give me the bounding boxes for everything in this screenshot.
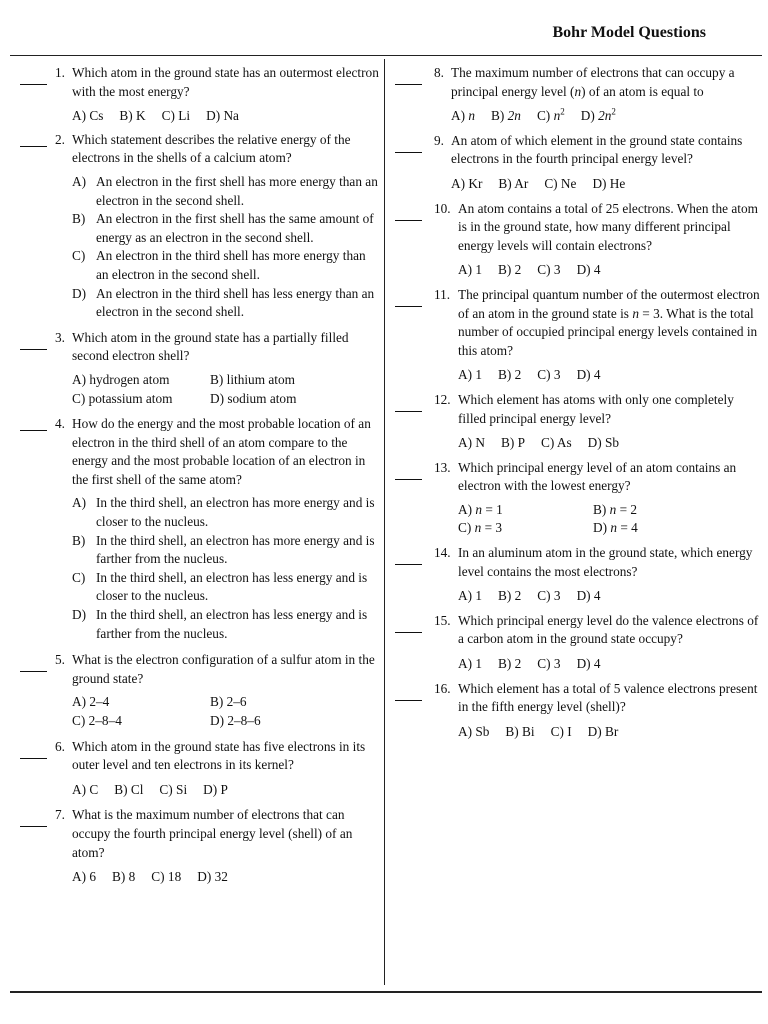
answer-blank[interactable] <box>395 564 422 565</box>
question-stem: What is the electron configuration of a sulfur atom in the ground state? <box>72 652 375 686</box>
column-divider <box>384 59 385 985</box>
option-d: D) Na <box>206 108 239 124</box>
option-c: C) 3 <box>537 262 561 278</box>
question-5 <box>0 651 384 730</box>
option-a: A) 1 <box>458 656 483 672</box>
question-stem: Which principal energy level of an atom contains an electron with the lowest energy? <box>458 459 737 494</box>
question-stem: Which atom in the ground state has an outermost electron with the most energy? <box>72 65 379 99</box>
question-11 <box>389 286 768 385</box>
option-c: C) Li <box>161 108 191 124</box>
question-3 <box>0 329 384 408</box>
option-d: D) In the third shell, an electron has less energy and is farther from the nucleus. <box>72 607 368 641</box>
option-d: D) Br <box>587 723 619 739</box>
answer-blank[interactable] <box>395 152 422 153</box>
option-c: C) I <box>550 723 572 739</box>
question-7 <box>0 806 384 886</box>
answer-options <box>434 261 760 280</box>
question-stem: In an aluminum atom in the ground state, which energy level contains the most electrons? <box>458 545 753 579</box>
question-number: 13. <box>434 459 451 475</box>
option-b: B) 2–6 <box>210 694 247 710</box>
footer-rule <box>10 991 762 993</box>
answer-blank[interactable] <box>395 306 422 307</box>
answer-options <box>55 371 380 408</box>
answer-blank[interactable] <box>395 84 422 85</box>
question-number: 7. <box>55 807 65 823</box>
answer-blank[interactable] <box>20 84 47 85</box>
question-number: 2. <box>55 131 65 147</box>
option-c: C) An electron in the third shell has more energy than an electron in the second shell. <box>72 248 366 282</box>
answer-options <box>55 868 380 887</box>
question-number: 10. <box>434 200 451 216</box>
question-number: 5. <box>55 652 65 668</box>
option-d: D) 4 <box>576 656 601 672</box>
question-16 <box>389 680 768 742</box>
question-9 <box>389 132 768 194</box>
question-stem: How do the energy and the most probable location of an electron in the third shell of an atom compare to the energy and the most probable location of an electron in the first shell of the same atom? <box>72 416 371 487</box>
answer-blank[interactable] <box>20 671 47 672</box>
option-b: B) lithium atom <box>210 371 295 387</box>
option-a: A) 6 <box>72 869 97 885</box>
question-2 <box>0 131 384 322</box>
question-stem: Which statement describes the relative energy of the electrons in the shells of a calcium atom? <box>72 131 351 166</box>
option-a: A) 1 <box>458 262 483 278</box>
answer-blank[interactable] <box>395 632 422 633</box>
option-b: B) K <box>119 108 146 124</box>
option-d: D) 2–8–6 <box>210 713 261 728</box>
question-1 <box>0 64 384 126</box>
option-b: B) n = 2 <box>593 501 638 517</box>
option-b: B) Cl <box>114 781 144 797</box>
answer-options <box>55 494 380 643</box>
option-c: C) potassium atom <box>72 390 173 406</box>
option-a: A) Cs <box>72 108 104 124</box>
option-a: A) An electron in the first shell has more energy than an electron in the second shell. <box>72 173 378 208</box>
option-a: A) C <box>72 781 99 797</box>
question-10 <box>389 200 768 280</box>
option-b: B) 8 <box>112 869 136 885</box>
question-stem: What is the maximum number of electrons that can occupy the fourth principal energy level (shell) of an atom? <box>72 807 353 860</box>
question-4 <box>0 415 384 643</box>
option-b: B) 2 <box>498 367 522 383</box>
answer-options <box>55 107 380 126</box>
option-d: D) sodium atom <box>210 390 297 406</box>
option-b: B) Ar <box>498 175 529 191</box>
question-stem: The principal quantum number of the outermost electron of an atom in the ground state is n = 3. What is the total number of occupied principal energy levels contained in this atom? <box>458 286 760 358</box>
option-a: A) Sb <box>458 723 490 739</box>
question-8 <box>389 64 768 126</box>
answer-options <box>434 434 760 453</box>
option-c: C) 2–8–4 <box>72 713 122 728</box>
answer-options <box>434 501 760 538</box>
question-stem: Which element has a total of 5 valence electrons present in the fifth energy level (shell)? <box>458 680 758 715</box>
option-c: C) In the third shell, an electron has less energy and is closer to the nucleus. <box>72 569 368 604</box>
question-number: 15. <box>434 612 451 628</box>
question-stem: An atom contains a total of 25 electrons. When the atom is in the ground state, how many different principal energy levels will contain electrons? <box>458 200 758 253</box>
answer-blank[interactable] <box>20 430 47 431</box>
answer-blank[interactable] <box>20 826 47 827</box>
question-number: 3. <box>55 329 65 345</box>
option-c: C) $n^2$ <box>536 106 565 124</box>
question-number: 16. <box>434 680 451 696</box>
answer-blank[interactable] <box>20 349 47 350</box>
option-c: C) As <box>541 435 572 451</box>
option-d: D) $2n^2$ <box>580 106 616 124</box>
option-b: B) 2n <box>491 108 521 124</box>
answer-options <box>434 723 760 742</box>
option-a: A) n <box>451 108 476 124</box>
option-c: C) Si <box>159 781 188 797</box>
question-number: 9. <box>434 132 444 148</box>
question-number: 12. <box>434 391 451 407</box>
option-d: D) 4 <box>576 367 601 383</box>
answer-options <box>434 655 760 674</box>
option-d: D) 32 <box>197 869 228 885</box>
question-number: 8. <box>434 65 444 80</box>
question-number: 4. <box>55 416 65 432</box>
page-title: Bohr Model Questions <box>552 24 706 41</box>
answer-options <box>434 107 760 126</box>
option-a: A) 1 <box>458 588 483 604</box>
answer-options <box>55 781 380 800</box>
question-number: 6. <box>55 738 65 754</box>
option-c: C) 3 <box>537 367 561 383</box>
option-d: D) 4 <box>576 262 601 278</box>
answer-options <box>55 693 380 730</box>
answer-blank[interactable] <box>20 146 47 147</box>
question-stem: Which atom in the ground state has five electrons in its outer level and ten electrons in its kernel? <box>72 738 366 773</box>
option-d: D) P <box>203 781 228 797</box>
question-number: 1. <box>55 65 65 80</box>
answer-blank[interactable] <box>395 411 422 412</box>
question-stem: The maximum number of electrons that can occupy a principal energy level (n) of an atom is equal to <box>451 65 735 99</box>
answer-options <box>434 587 760 606</box>
question-14 <box>389 544 768 606</box>
option-b: B) Bi <box>505 723 535 739</box>
answer-blank[interactable] <box>395 700 422 701</box>
question-6 <box>0 738 384 800</box>
option-d: D) He <box>592 175 626 191</box>
question-13 <box>389 459 768 538</box>
option-b: B) An electron in the first shell has the same amount of energy as an electron in the second shell. <box>72 211 374 245</box>
option-a: A) hydrogen atom <box>72 371 170 387</box>
option-c: C) 3 <box>537 588 561 604</box>
question-stem: An atom of which element in the ground state contains electrons in the fourth principal energy level? <box>451 132 743 167</box>
answer-options <box>55 173 380 322</box>
answer-blank[interactable] <box>395 479 422 480</box>
option-a: A) N <box>458 435 485 451</box>
question-number: 11. <box>434 286 451 302</box>
option-b: B) 2 <box>498 262 522 278</box>
option-d: D) 4 <box>576 588 601 604</box>
option-a: A) Kr <box>451 175 483 191</box>
option-d: D) Sb <box>587 435 620 451</box>
option-a: A) n = 1 <box>458 501 503 517</box>
option-c: C) n = 3 <box>458 520 503 536</box>
option-c: C) Ne <box>544 175 577 191</box>
option-a: A) 1 <box>458 367 483 383</box>
right-column <box>389 60 768 741</box>
option-a: A) In the third shell, an electron has more energy and is closer to the nucleus. <box>72 495 375 530</box>
option-b: B) P <box>500 435 525 451</box>
answer-options <box>434 175 760 194</box>
option-a: A) 2–4 <box>72 694 110 710</box>
header-rule <box>10 55 762 56</box>
left-column <box>0 60 384 887</box>
question-stem: Which atom in the ground state has a partially filled second electron shell? <box>72 329 349 364</box>
question-stem: Which principal energy level do the valence electrons of a carbon atom in the ground state occupy? <box>458 612 759 647</box>
option-d: D) An electron in the third shell has less energy than an electron in the second shell. <box>72 285 375 320</box>
option-d: D) n = 4 <box>593 520 638 536</box>
question-12 <box>389 391 768 453</box>
option-c: C) 3 <box>537 656 561 672</box>
answer-options <box>434 366 760 385</box>
question-number: 14. <box>434 545 451 561</box>
question-stem: Which element has atoms with only one completely filled principal energy level? <box>458 391 734 426</box>
answer-blank[interactable] <box>20 758 47 759</box>
option-b: B) In the third shell, an electron has more energy and is farther from the nucleus. <box>72 532 375 567</box>
question-15 <box>389 612 768 674</box>
option-b: B) 2 <box>498 656 522 672</box>
option-c: C) 18 <box>151 869 182 885</box>
option-b: B) 2 <box>498 588 522 604</box>
answer-blank[interactable] <box>395 220 422 221</box>
